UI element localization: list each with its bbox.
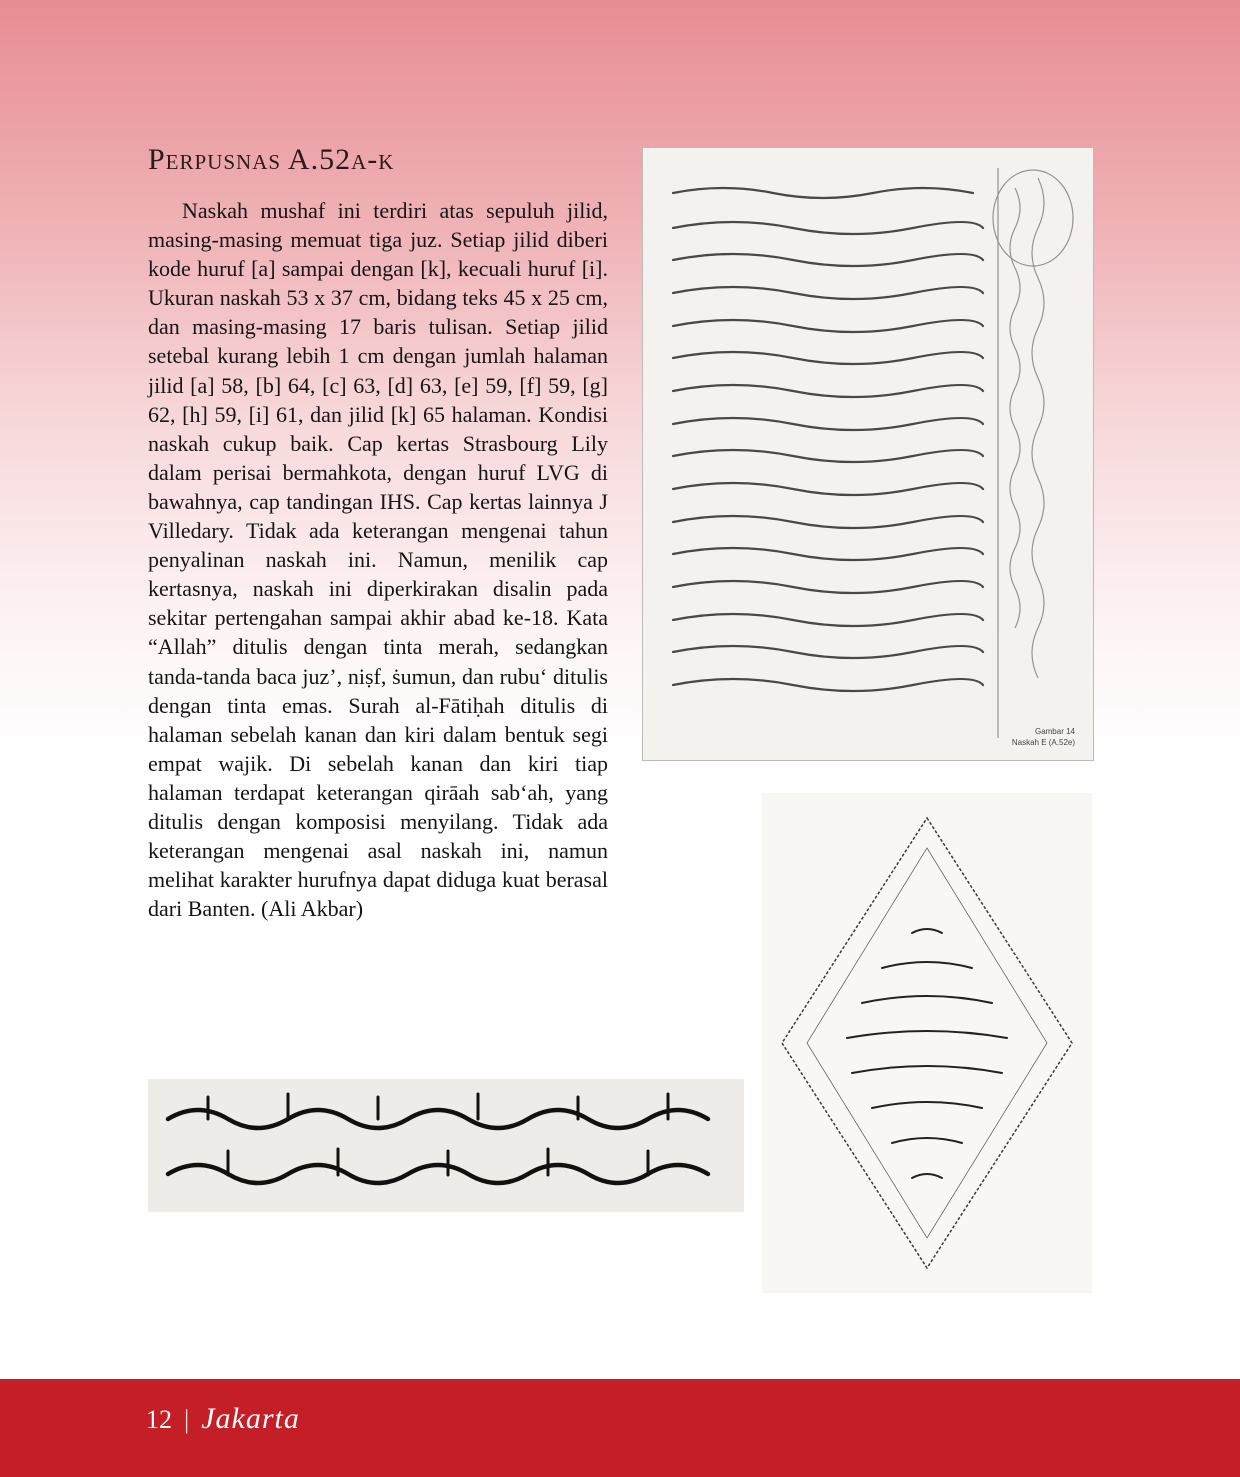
manuscript-lines-illustration [643, 148, 1093, 760]
page-title: Perpusnas A.52a-k [148, 143, 395, 176]
calligraphy-detail-photo [148, 1079, 744, 1212]
footer-city: Jakarta [201, 1402, 300, 1435]
page-number: 12 [146, 1405, 172, 1434]
body-paragraph: Naskah mushaf ini terdiri atas sepuluh jilid, masing-masing memuat tiga juz. Setiap jilid diberi kode huruf [a] sampai dengan [k], kecuali huruf [i]. Ukuran naskah 53 x 37 cm, bidang teks 45 x 25 cm, dan masing-masing 17 baris tulisan. Setiap jilid setebal kurang lebih 1 cm dengan jumlah halaman jilid [a] 58, [b] 64, [c] 63, [d] 63, [e] 59, [f] 59, [g] 62, [h] 59, [i] 61, dan jilid [k] 65 halaman. Kondisi naskah cukup baik. Cap kertas Strasbourg Lily dalam perisai bermahkota, dengan huruf LVG di bawahnya, cap tandingan IHS. Cap kertas lainnya J Villedary. Tidak ada keterangan mengenai tahun penyalinan naskah ini. Namun, menilik cap kertasnya, naskah ini diperkirakan disalin pada sekitar pertengahan sampai akhir abad ke-18. Kata “Allah” ditulis dengan tinta merah, sedangkan tanda-tanda baca juz’, niṣf, ṡumun, dan rubu‘ ditulis dengan tinta emas. Surah al-Fātiḥah ditulis di halaman sebelah kanan dan kiri dalam bentuk segi empat wajik. Di sebelah kanan dan kiri tiap halaman terdapat keterangan qirāah sab‘ah, yang ditulis dengan komposisi menyilang. Tidak ada keterangan mengenai asal naskah ini, namun melihat karakter hurufnya dapat diduga kuat berasal dari Banten. (Ali Akbar) [148, 198, 608, 922]
footer [146, 1402, 300, 1436]
manuscript-photo-top [642, 147, 1094, 761]
calligraphy-detail-illustration [148, 1079, 744, 1212]
footer-separator: | [184, 1405, 190, 1434]
photo-caption-line2: Naskah E (A.52e) [1011, 738, 1075, 747]
manuscript-photo-diamond [762, 793, 1092, 1293]
photo-caption-line1: Gambar 14 [1034, 727, 1075, 736]
diamond-fatihah-illustration [762, 793, 1092, 1293]
